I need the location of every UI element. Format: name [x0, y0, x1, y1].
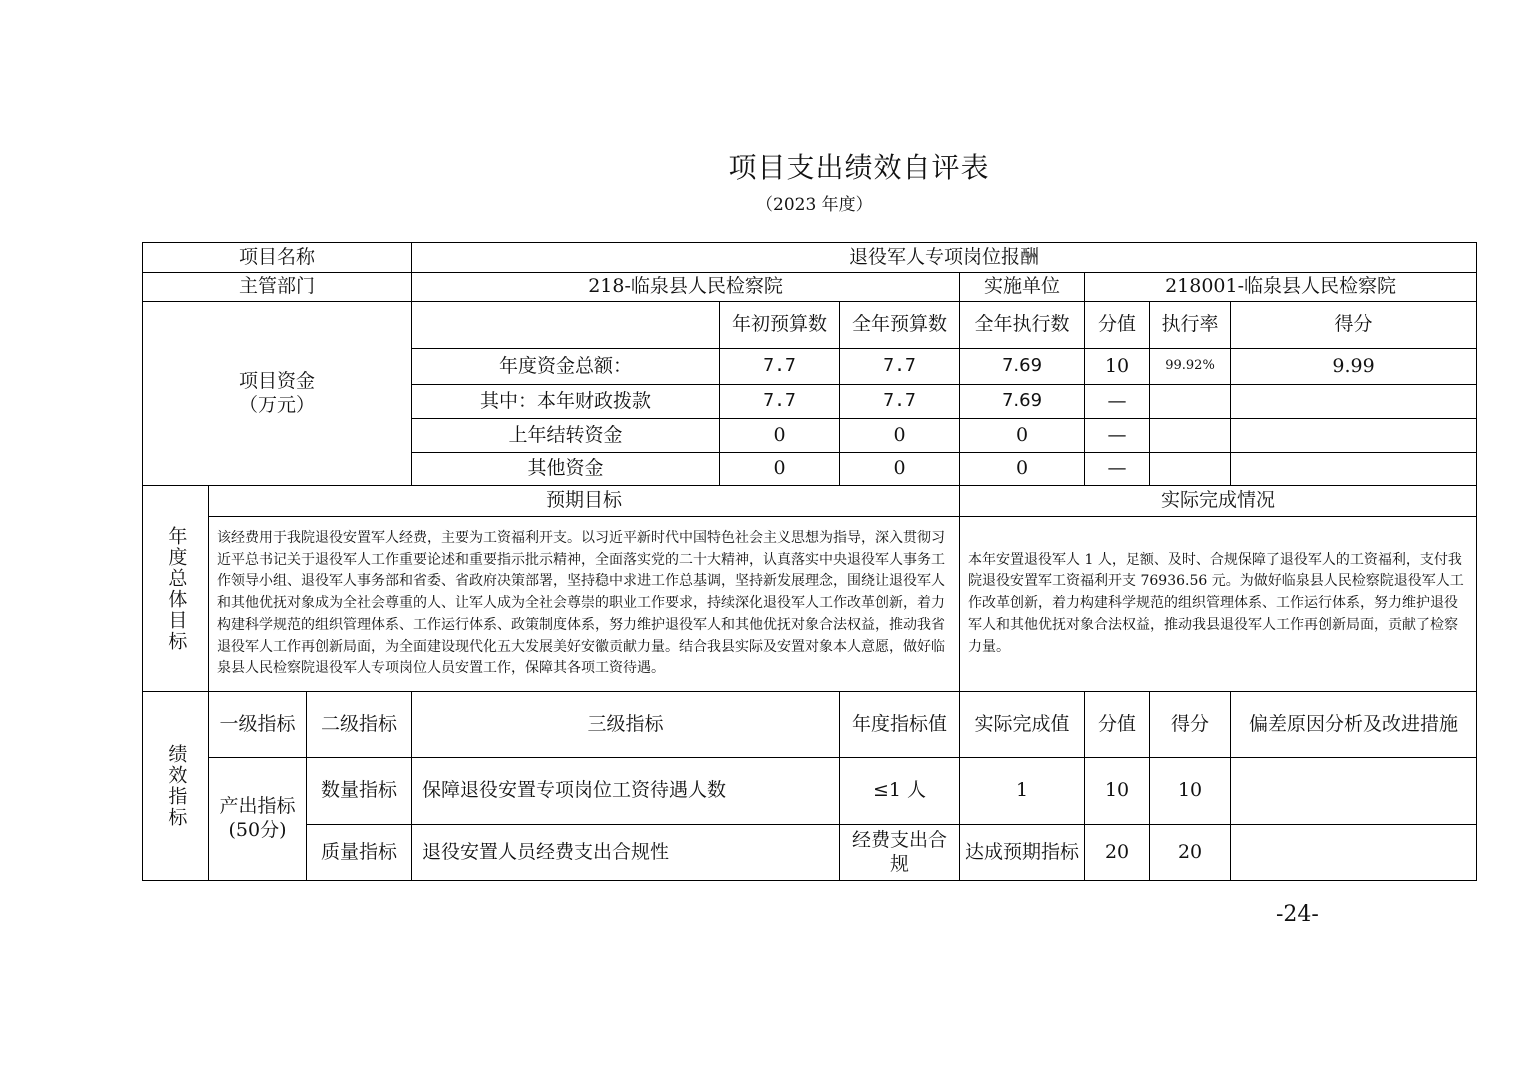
funds-row-label: 其中：本年财政拨款: [412, 385, 720, 419]
row-goals-text: [143, 517, 1477, 692]
goals-label: 年度总体目标: [165, 525, 188, 652]
funds-label-cell: [143, 302, 412, 486]
funds-header-score: 得分: [1231, 302, 1477, 349]
performance-table: [142, 242, 1477, 881]
goals-expected-text: 该经费用于我院退役安置军人经费，主要为工资福利开支。以习近平新时代中国特色社会主义思想为指导，深入贯彻习近平总书记关于退役军人工作重要论述和重要指示批示精神，全面落实党的二十大精神，认真落实中央退役军人事务工作领导小组、退役军人事务部和省委、省政府决策部署，坚持稳中求进工作总基调，坚持新发展理念，围绕让退役军人和其他优抚对象成为全社会尊重的人、让军人成为全社会尊崇的职业工作要求，持续深化退役军人工作改革创新，着力构建科学规范的组织管理体系、工作运行体系、政策制度体系，努力维护退役军人和其他优抚对象合法权益，推动我省退役军人工作再创新局面，为全面建设现代化五大发展美好安徽贡献力量。结合我县实际及安置对象本人意愿，做好临泉县人民检察院退役军人专项岗位人员安置工作，保障其各项工资待遇。: [209, 517, 960, 692]
indicator-actual: 达成预期指标: [960, 825, 1085, 881]
goals-expected-header: 预期目标: [209, 486, 960, 517]
page-title: 项目支出绩效自评表: [728, 151, 990, 184]
project-name-label: 项目名称: [143, 243, 412, 273]
goals-actual-text: 本年安置退役军人 1 人，足额、及时、合规保障了退役军人的工资福利，支付我院退役安置军工资福利开支 76936.56 元。为做好临泉县人民检察院退役军人工作改革创新，着力构建科学规范的组织管理体系、工作运行体系，努力维护退役军人和其他优抚对象合法权益，推动我县退役军人工作再创新局面，贡献了检察力量。: [960, 517, 1477, 692]
funds-row-initial: 0: [720, 419, 840, 453]
indicator-score-value: 10: [1085, 758, 1150, 825]
page-subtitle: （2023 年度）: [756, 195, 873, 215]
indicator-deviation: [1231, 825, 1477, 881]
indicator-row: [143, 825, 1477, 881]
row-indicators-header: [143, 692, 1477, 758]
indicators-header-level3: 三级指标: [412, 692, 840, 758]
indicators-header-level2: 二级指标: [307, 692, 412, 758]
funds-row-initial: 7.7: [720, 349, 840, 385]
dept-label: 主管部门: [143, 273, 412, 302]
page-number: -24-: [1276, 902, 1319, 927]
unit-label: 实施单位: [960, 273, 1085, 302]
goals-label-cell: [143, 486, 209, 692]
indicators-label: 绩效指标: [165, 744, 188, 828]
funds-row-score: [1231, 385, 1477, 419]
indicators-header-score: 得分: [1150, 692, 1231, 758]
funds-row-executed: 0: [960, 419, 1085, 453]
funds-header-blank: [412, 302, 720, 349]
funds-row-score-value: —: [1085, 453, 1150, 486]
indicator-level3: 保障退役安置专项岗位工资待遇人数: [412, 758, 840, 825]
indicator-level2: 数量指标: [307, 758, 412, 825]
row-goals-header: [143, 486, 1477, 517]
row-funds-header: [143, 302, 1477, 349]
funds-row-score: 9.99: [1231, 349, 1477, 385]
indicator-score: 10: [1150, 758, 1231, 825]
unit-value: 218001-临泉县人民检察院: [1085, 273, 1477, 302]
funds-header-annual: 全年预算数: [840, 302, 960, 349]
funds-row-executed: 7.69: [960, 385, 1085, 419]
indicators-header-annual: 年度指标值: [840, 692, 960, 758]
indicator-deviation: [1231, 758, 1477, 825]
indicator-actual: 1: [960, 758, 1085, 825]
funds-row-score-value: 10: [1085, 349, 1150, 385]
indicator-annual: ≤1 人: [840, 758, 960, 825]
dept-value: 218-临泉县人民检察院: [412, 273, 960, 302]
funds-row-score-value: —: [1085, 419, 1150, 453]
funds-header-rate: 执行率: [1150, 302, 1231, 349]
row-department: [143, 273, 1477, 302]
funds-row-rate: [1150, 419, 1231, 453]
indicator-row: [143, 758, 1477, 825]
funds-header-executed: 全年执行数: [960, 302, 1085, 349]
funds-row-annual: 0: [840, 419, 960, 453]
indicators-header-score-value: 分值: [1085, 692, 1150, 758]
funds-row-score: [1231, 453, 1477, 486]
indicator-score-value: 20: [1085, 825, 1150, 881]
indicators-header-level1: 一级指标: [209, 692, 307, 758]
funds-header-score-value: 分值: [1085, 302, 1150, 349]
goals-actual-header: 实际完成情况: [960, 486, 1477, 517]
funds-unit: （万元）: [239, 393, 316, 416]
funds-row-score-value: —: [1085, 385, 1150, 419]
funds-row-rate: 99.92%: [1150, 349, 1231, 385]
indicator-annual: 经费支出合规: [840, 825, 960, 881]
indicator-level2: 质量指标: [307, 825, 412, 881]
row-project-name: [143, 243, 1477, 273]
funds-row-annual: 0: [840, 453, 960, 486]
funds-row-initial: 0: [720, 453, 840, 486]
indicators-header-deviation: 偏差原因分析及改进措施: [1231, 692, 1477, 758]
funds-label: 项目资金: [239, 369, 316, 392]
funds-row-executed: 7.69: [960, 349, 1085, 385]
indicator-level3: 退役安置人员经费支出合规性: [412, 825, 840, 881]
funds-row-label: 其他资金: [412, 453, 720, 486]
funds-row-executed: 0: [960, 453, 1085, 486]
project-name-value: 退役军人专项岗位报酬: [412, 243, 1477, 273]
funds-row-annual: 7.7: [840, 385, 960, 419]
funds-row-rate: [1150, 453, 1231, 486]
indicator-score: 20: [1150, 825, 1231, 881]
funds-row-score: [1231, 419, 1477, 453]
funds-row-rate: [1150, 385, 1231, 419]
funds-header-initial: 年初预算数: [720, 302, 840, 349]
indicators-label-cell: [143, 692, 209, 881]
funds-row-label: 上年结转资金: [412, 419, 720, 453]
indicators-header-actual: 实际完成值: [960, 692, 1085, 758]
funds-row-initial: 7.7: [720, 385, 840, 419]
funds-row-label: 年度资金总额：: [412, 349, 720, 385]
indicator-group-label: 产出指标(50分): [209, 758, 307, 881]
funds-row-annual: 7.7: [840, 349, 960, 385]
